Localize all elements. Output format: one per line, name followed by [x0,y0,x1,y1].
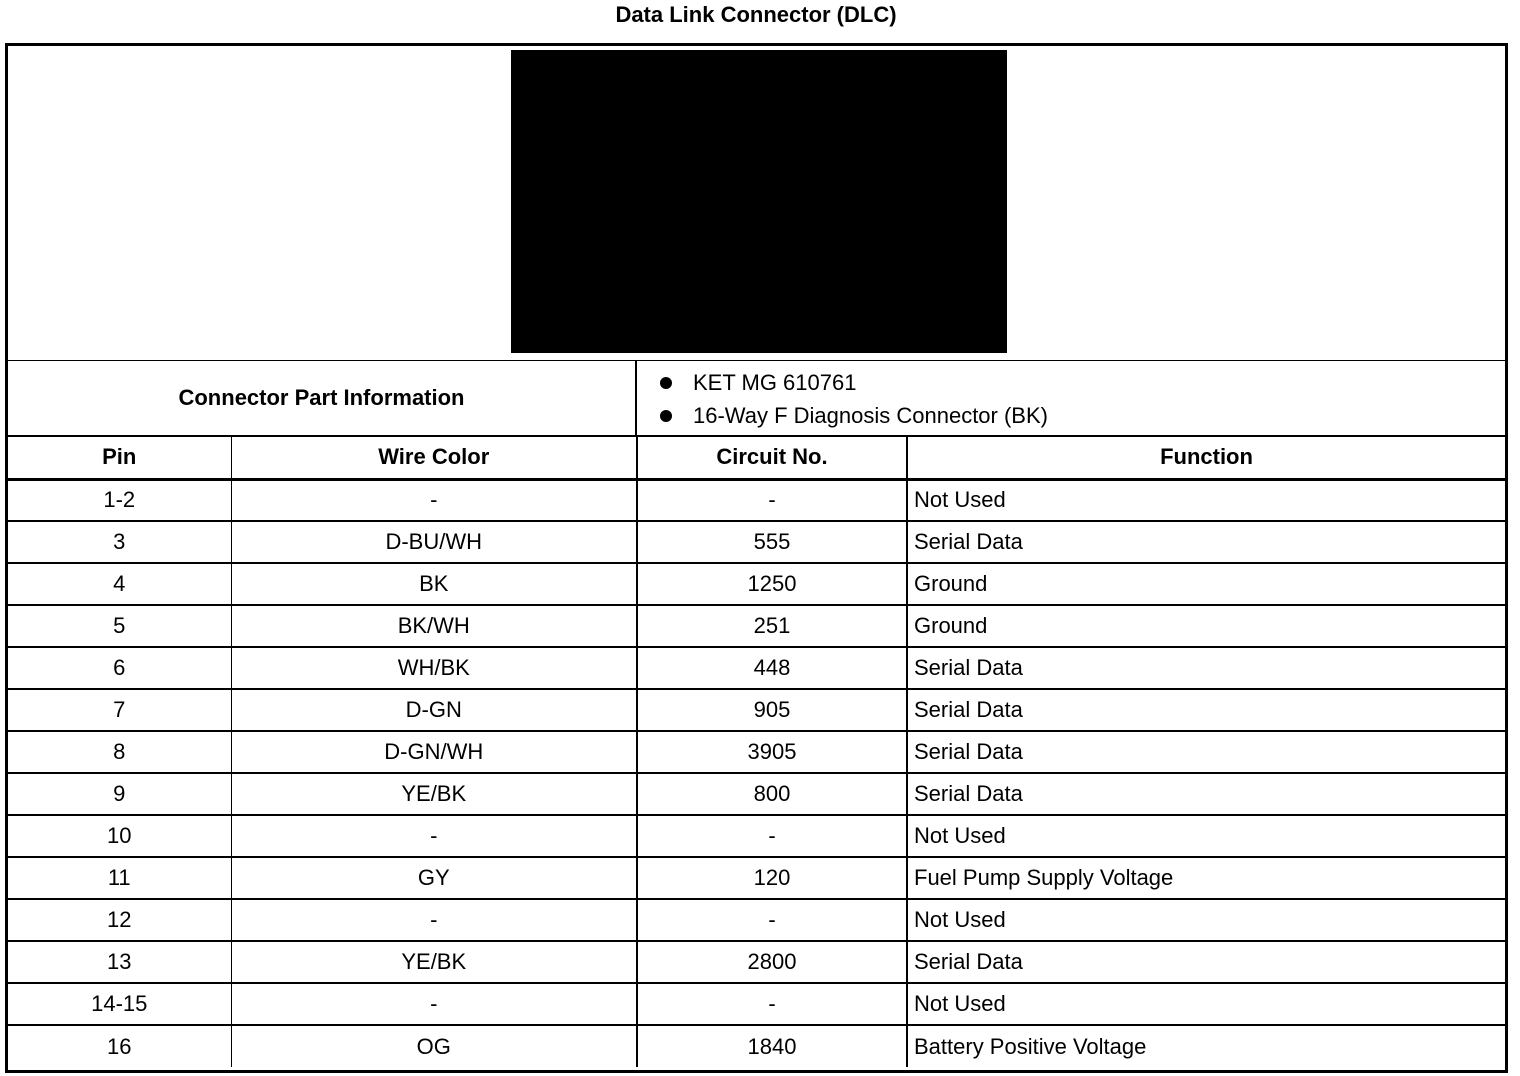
table-row [8,857,1505,899]
connector-image-row [8,46,1505,361]
cell-circuit-no: 1250 [637,563,907,605]
cell-wire-color: - [231,899,637,941]
cell-circuit-no: 905 [637,689,907,731]
cell-pin: 7 [8,689,231,731]
cell-function: Not Used [907,815,1505,857]
table-row [8,1025,1505,1067]
cell-wire-color: GY [231,857,637,899]
header-function: Function [907,437,1505,479]
table-row [8,479,1505,521]
cell-function: Serial Data [907,647,1505,689]
cell-function: Fuel Pump Supply Voltage [907,857,1505,899]
cell-pin: 4 [8,563,231,605]
cell-pin: 5 [8,605,231,647]
table-row [8,941,1505,983]
cell-pin: 8 [8,731,231,773]
cell-circuit-no: - [637,815,907,857]
cell-pin: 11 [8,857,231,899]
cell-wire-color: D-GN [231,689,637,731]
cell-function: Serial Data [907,773,1505,815]
table-row [8,689,1505,731]
bullet-icon [660,410,672,422]
cell-wire-color: - [231,815,637,857]
cell-pin: 6 [8,647,231,689]
connector-part-info-item [637,399,1505,432]
connector-part-info-item [637,366,1505,399]
cell-function: Serial Data [907,731,1505,773]
connector-part-info-row [8,361,1505,437]
table-row [8,647,1505,689]
table-header-row [8,437,1505,479]
table-row [8,605,1505,647]
header-pin: Pin [8,437,231,479]
bullet-icon [660,377,672,389]
header-wire-color: Wire Color [231,437,637,479]
cell-wire-color: D-GN/WH [231,731,637,773]
cell-circuit-no: 3905 [637,731,907,773]
cell-pin: 3 [8,521,231,563]
connector-part-info-text: 16-Way F Diagnosis Connector (BK) [693,403,1048,428]
cell-circuit-no: 555 [637,521,907,563]
table-row [8,815,1505,857]
cell-function: Serial Data [907,941,1505,983]
header-circuit-no: Circuit No. [637,437,907,479]
cell-wire-color: WH/BK [231,647,637,689]
connector-part-info-text: KET MG 610761 [693,370,857,395]
cell-wire-color: - [231,983,637,1025]
cell-function: Serial Data [907,689,1505,731]
cell-circuit-no: 2800 [637,941,907,983]
cell-function: Battery Positive Voltage [914,1033,1147,1059]
cell-function: Ground [907,605,1505,647]
cell-wire-color: YE/BK [231,773,637,815]
table-row [8,899,1505,941]
cell-wire-color: - [231,479,637,521]
table-row [8,563,1505,605]
cell-wire-color: OG [231,1025,637,1067]
cell-function: Serial Data [907,521,1505,563]
cell-function: Not Used [907,899,1505,941]
cell-circuit-no: 120 [637,857,907,899]
cell-wire-color: D-BU/WH [231,521,637,563]
connector-image [511,50,1007,353]
cell-circuit-no: 448 [637,647,907,689]
cell-circuit-no: 1840 [637,1025,907,1067]
table-row [8,983,1505,1025]
cell-function: Not Used [907,983,1505,1025]
connector-part-info-label: Connector Part Information [8,361,637,435]
cell-pin: 9 [8,773,231,815]
cell-function: Ground [907,563,1505,605]
cell-circuit-no: 800 [637,773,907,815]
cell-circuit-no: - [637,479,907,521]
cell-wire-color: BK/WH [231,605,637,647]
cell-wire-color: BK [231,563,637,605]
cell-pin: 12 [8,899,231,941]
table-row [8,521,1505,563]
table-row [8,731,1505,773]
page-title: Data Link Connector (DLC) [615,2,897,27]
cell-pin: 13 [8,941,231,983]
cell-wire-color: YE/BK [231,941,637,983]
connector-part-info-list [637,361,1505,435]
pin-table [8,437,1505,1067]
cell-circuit-no: - [637,983,907,1025]
connector-table-frame [5,43,1508,1073]
cell-pin: 1-2 [8,479,231,521]
cell-circuit-no: 251 [637,605,907,647]
cell-pin: 10 [8,815,231,857]
cell-pin: 14-15 [8,983,231,1025]
table-row [8,773,1505,815]
cell-function: Not Used [907,479,1505,521]
cell-circuit-no: - [637,899,907,941]
cell-pin: 16 [8,1025,231,1067]
